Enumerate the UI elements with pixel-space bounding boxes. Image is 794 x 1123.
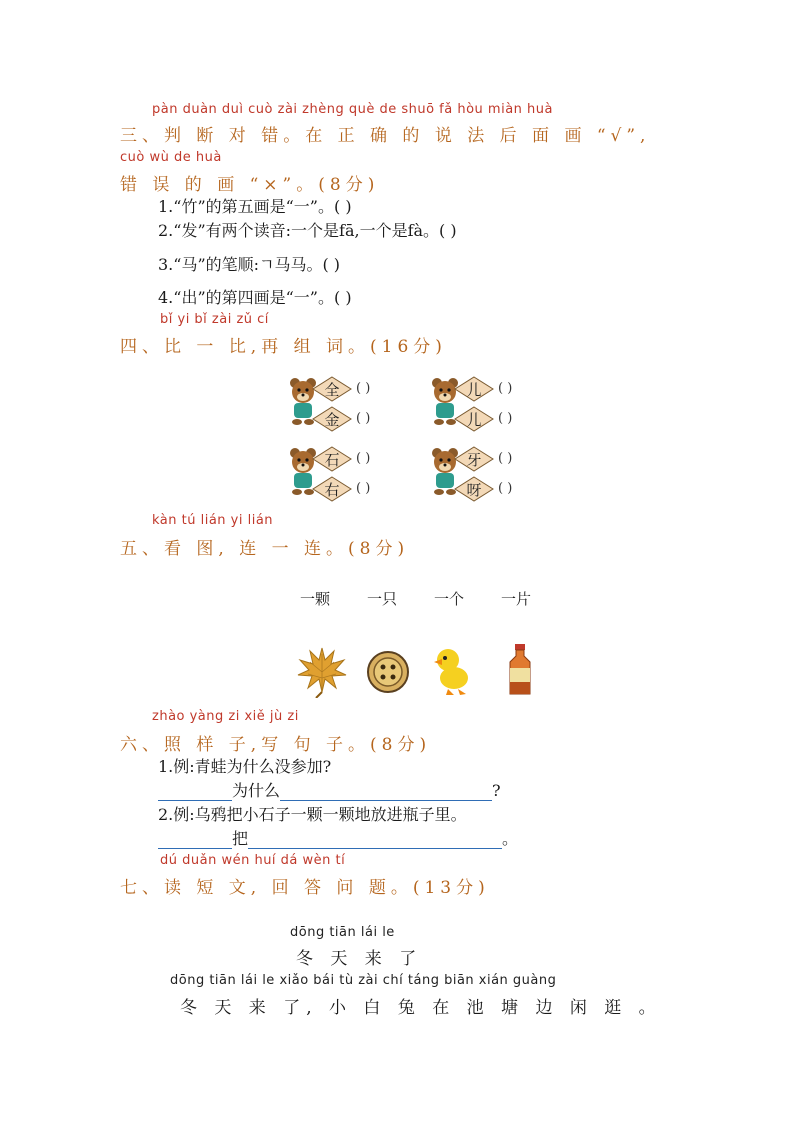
- char-diamond-top: [312, 446, 352, 472]
- sec4-pinyin: bǐ yi bǐ zài zǔ cí: [160, 312, 269, 327]
- fill-blank-2b[interactable]: [248, 830, 502, 849]
- fill-1-mid: 为什么: [232, 781, 281, 800]
- answer-parentheses[interactable]: ( ): [356, 481, 371, 496]
- sec5-pinyin: kàn tú lián yi lián: [152, 513, 274, 528]
- sec6-title: 六、照 样 子,写 句 子。(8分): [120, 735, 432, 755]
- sec4-title: 四、比 一 比,再 组 词。(16分): [120, 337, 447, 357]
- answer-parentheses[interactable]: ( ): [498, 411, 513, 426]
- fill-blank-1b[interactable]: [280, 782, 492, 801]
- fill-2-end: 。: [502, 829, 519, 848]
- sec3-item-3: 3.“马”的笔顺:ㄱ马马。( ): [158, 255, 341, 274]
- char-diamond-top: [312, 376, 352, 402]
- answer-parentheses[interactable]: ( ): [498, 381, 513, 396]
- poem-line-1: 冬 天 来 了, 小 白 兔 在 池 塘 边 闲 逛 。: [180, 998, 662, 1018]
- sec3-item-1: 1.“竹”的第五画是“一”。( ): [158, 197, 352, 216]
- fill-blank-1a[interactable]: [158, 782, 232, 801]
- fill-2-mid: 把: [232, 829, 249, 848]
- answer-parentheses[interactable]: ( ): [356, 451, 371, 466]
- diamond-char: 金: [324, 411, 340, 429]
- word-yige: 一个: [434, 590, 465, 608]
- answer-parentheses[interactable]: ( ): [498, 451, 513, 466]
- char-diamond-bottom: [312, 476, 352, 502]
- leaf-icon: [294, 642, 350, 698]
- sec3-pinyin-2: cuò wù de huà: [120, 150, 222, 165]
- sec3-item-2: 2.“发”有两个读音:一个是fā,一个是fà。( ): [158, 221, 457, 240]
- sec6-example-2: 2.例:乌鸦把小石子一颗一颗地放进瓶子里。: [158, 805, 467, 824]
- answer-parentheses[interactable]: ( ): [356, 411, 371, 426]
- char-diamond-top: [454, 376, 494, 402]
- sec6-example-1: 1.例:青蛙为什么没参加?: [158, 757, 332, 776]
- diamond-char: 牙: [466, 451, 482, 469]
- duck-icon: [432, 644, 472, 696]
- sec3-title-2: 错 误 的 画 “×”。(8分): [120, 175, 380, 195]
- fill-1-end: ?: [492, 781, 501, 800]
- diamond-char: 呀: [466, 481, 482, 499]
- answer-parentheses[interactable]: ( ): [356, 381, 371, 396]
- poem-title: 冬 天 来 了: [296, 949, 423, 969]
- bottle-icon: [506, 642, 534, 696]
- char-diamond-bottom: [312, 406, 352, 432]
- sec5-title: 五、看 图, 连 一 连。(8分): [120, 539, 410, 559]
- diamond-char: 儿: [466, 411, 482, 429]
- char-diamond-bottom: [454, 406, 494, 432]
- sec7-pinyin: dú duǎn wén huí dá wèn tí: [160, 853, 346, 868]
- poem-title-pinyin: dōng tiān lái le: [290, 925, 395, 940]
- char-diamond-bottom: [454, 476, 494, 502]
- diamond-char: 全: [324, 381, 340, 399]
- word-yizhi: 一只: [367, 590, 398, 608]
- diamond-char: 儿: [466, 381, 482, 399]
- sec3-title-1: 三、判 断 对 错。在 正 确 的 说 法 后 面 画 “√”,: [120, 126, 651, 146]
- sec6-fill-line-1: [158, 778, 501, 801]
- sec6-pinyin: zhào yàng zi xiě jù zi: [152, 709, 299, 724]
- sec3-pinyin-1: pàn duàn duì cuò zài zhèng què de shuō fǎ hòu miàn huà: [152, 102, 553, 117]
- sec6-fill-line-2: [158, 826, 518, 849]
- char-diamond-top: [454, 446, 494, 472]
- answer-parentheses[interactable]: ( ): [498, 481, 513, 496]
- diamond-char: 石: [324, 451, 340, 469]
- diamond-char: 右: [324, 481, 340, 499]
- sec7-title: 七、读 短 文, 回 答 问 题。(13分): [120, 878, 490, 898]
- sec3-item-4: 4.“出”的第四画是“一”。( ): [158, 288, 352, 307]
- word-yike: 一颗: [300, 590, 331, 608]
- fill-blank-2a[interactable]: [158, 830, 232, 849]
- button-icon: [366, 650, 410, 694]
- word-yipian: 一片: [501, 590, 532, 608]
- poem-line-1-pinyin: dōng tiān lái le xiǎo bái tù zài chí táng biān xián guàng: [170, 973, 557, 988]
